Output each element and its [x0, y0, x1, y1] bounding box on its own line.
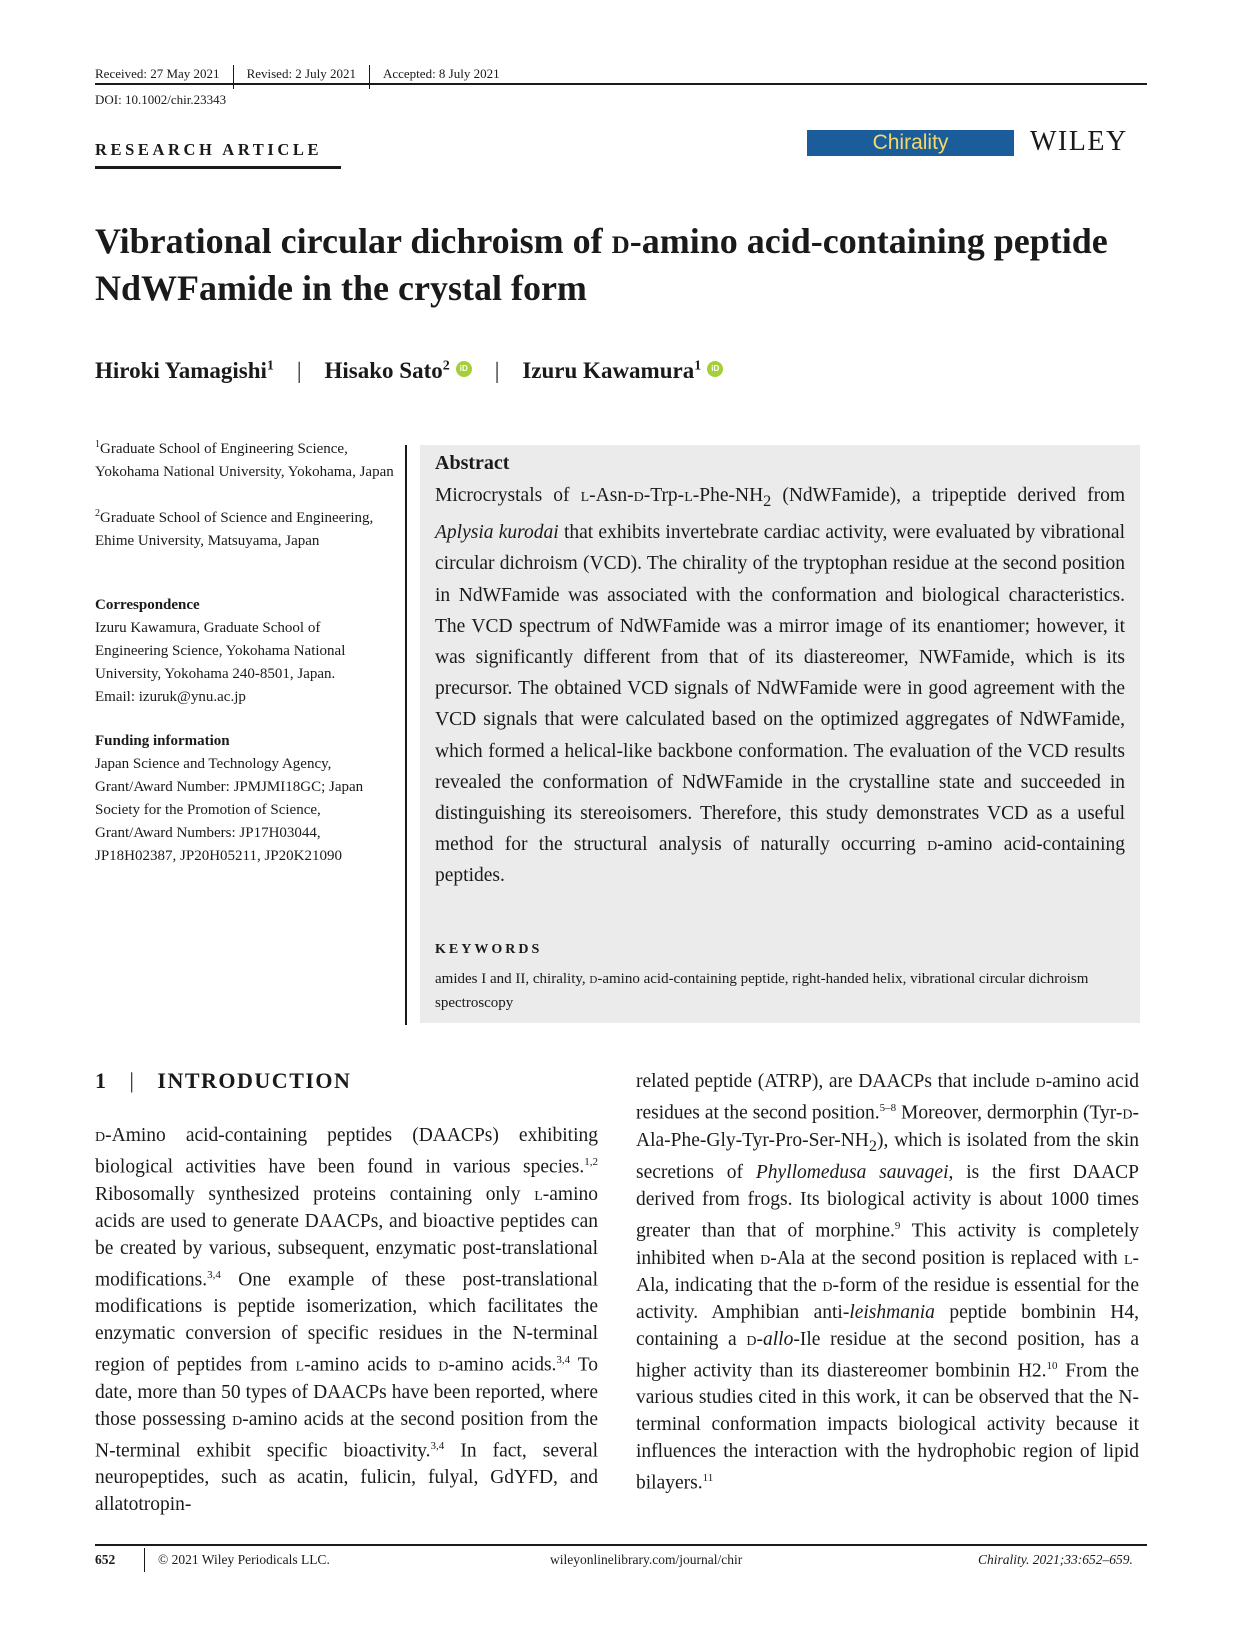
correspondence-heading: Correspondence — [95, 597, 200, 613]
correspondence-text: Izuru Kawamura, Graduate School of Engineering Science, Yokohama National University, Yokohama 240-8501, Japan. — [95, 620, 346, 682]
author-separator: | — [494, 358, 500, 383]
intro-column-2: related peptide (ATRP), are DAACPs that include d-amino acid residues at the second position.$^{5-8}$ Moreover, dermorphin $(Tyr-d-Ala-Phe-Gly-Tyr-Pro-Ser-NH_2)$, which is isolated from the skin secretions of Phyllomedusa sauvagei, is the first DAACP derived from frogs. Its biological activity is about 1000 times greater than that of morphine.$^9$ This activity is completely inhibited when d-Ala at the second position is replaced with l-Ala, indicating that the d-form of the residue is essential for the activity. Amphibian anti-leishmania peptide bombinin H4, containing a d-allo-Ile residue at the second position, has a higher activity than its diastereomer bombinin H2.10 From the various studies cited in this work, it can be observed that the N-terminal conformation impacts biological activity because it influences the interaction with the hydrophobic region of lipid bilayers.$^{11}$ — [636, 1071, 1140, 1494]
reference-link[interactable]: 9 — [894, 1220, 901, 1233]
revised-date: Revised: 2 July 2021 — [246, 66, 356, 81]
author-separator: | — [296, 358, 302, 383]
reference-link[interactable]: 3,4 — [430, 1439, 445, 1452]
reference-link[interactable]: 3,4 — [207, 1268, 221, 1281]
correspondence-email[interactable]: Email: izuruk@ynu.ac.jp — [95, 689, 246, 705]
keywords-heading: KEYWORDS — [435, 942, 543, 957]
funding-text: Japan Science and Technology Agency, Grant/Award Number: JPMJMI18GC; Japan Society for the Promotion of Science, Grant/Award Numbers: JP17H03044, JP18H02387, JP20H05211, JP20K21090 — [95, 756, 364, 864]
doi[interactable]: DOI: 10.1002/chir.23343 — [95, 92, 227, 107]
received-date: Received: 27 May 2021 — [95, 66, 220, 81]
section-number: 1 — [95, 1068, 108, 1093]
footer-rule — [95, 1544, 1147, 1546]
author-name[interactable]: Izuru Kawamura$^1$ — [522, 358, 702, 383]
reference-link[interactable]: 5–8 — [879, 1102, 897, 1114]
page-number: 652 — [95, 1552, 116, 1567]
article-type: RESEARCH ARTICLE — [95, 140, 323, 159]
intro-column-1: d-Amino acid-containing peptides (DAACPs) exhibiting biological activities have been found in various species.$^{1,2}$ Ribosomally synthesized proteins containing only l-amino acids are used to generate DAACPs, and bioactive peptides can be created by various, subsequent, enzymatic post-translational modifications.$^{3,4}$ One example of these post-translational modifications is peptide isomerization, which facilitates the enzymatic conversion of specific residues in the N-terminal region of peptides from l-amino acids to d-amino acids.$^{3,4}$ To date, more than 50 types of DAACPs have been reported, where those possessing d-amino acids at the second position from the N-terminal exhibit specific bioactivity.$^{3,4}$ In fact, several neuropeptides, such as acatin, fulicin, fulyal, GdYFD, and allatotropin- — [95, 1125, 599, 1515]
divider — [369, 65, 370, 89]
divider — [233, 65, 234, 89]
keywords-text: amides I and II, chirality, d-amino acid-containing peptide, right-handed helix, vibrational circular dichroism spectroscopy — [435, 971, 1089, 1011]
section-title: INTRODUCTION — [157, 1068, 352, 1093]
affiliation-2: $^2$Graduate School of Science and Engineering, Ehime University, Matsuyama, Japan — [95, 508, 374, 549]
reference-link[interactable]: 1,2 — [584, 1156, 598, 1168]
journal-logo[interactable]: Chirality — [807, 130, 1014, 156]
header-rule — [95, 83, 1147, 85]
section-separator: | — [129, 1068, 136, 1093]
abstract-divider — [405, 445, 407, 1025]
accepted-date: Accepted: 8 July 2021 — [382, 66, 500, 81]
author-name[interactable]: Hisako Sato$^2$ — [324, 358, 450, 383]
author-list — [95, 358, 723, 384]
section-heading — [95, 1068, 351, 1094]
abstract-heading: Abstract — [435, 452, 510, 474]
article-type-underline — [95, 166, 341, 169]
reference-link[interactable]: 10 — [1046, 1359, 1058, 1372]
funding-information — [95, 730, 395, 868]
reference-link[interactable]: 3,4 — [556, 1354, 571, 1366]
correspondence — [95, 594, 395, 709]
journal-citation: Chirality. 2021;33:652–659. — [978, 1552, 1133, 1567]
affiliation-1: $^1$Graduate School of Engineering Science, Yokohama National University, Yokohama, Japan — [95, 439, 394, 480]
copyright: © 2021 Wiley Periodicals LLC. — [158, 1552, 330, 1567]
reference-link[interactable]: 11 — [702, 1472, 714, 1485]
orcid-icon[interactable]: iD — [456, 361, 472, 377]
orcid-icon[interactable]: iD — [707, 361, 723, 377]
footer-divider — [144, 1548, 145, 1572]
author-name[interactable]: Hiroki Yamagishi$^1$ — [95, 358, 274, 383]
paper-title: Vibrational circular dichroism of d-amino acid-containing peptide NdWFamide in the crystal form — [95, 221, 1108, 308]
funding-heading: Funding information — [95, 733, 230, 749]
abstract-text: Microcrystals of $l-Asn-d-Trp-l-Phe-NH_2$ (NdWFamide), a tripeptide derived from Aplysia kurodai that exhibits invertebrate cardiac activity, were evaluated by vibrational circular dichroism (VCD). The chirality of the tryptophan residue at the second position in NdWFamide was associated with the conformation and biological characteristics. The VCD spectrum of NdWFamide was a mirror image of its enantiomer; however, it was significantly different from that of its diastereomer, NWFamide, which is its precursor. The obtained VCD signals of NdWFamide were in good agreement with the VCD signals that were calculated based on the optimized aggregates of NdWFamide, which formed a helical-like backbone conformation. The evaluation of the VCD results revealed the conformation of NdWFamide in the crystalline state and succeeded in distinguishing its stereoisomers. Therefore, this study demonstrates VCD as a useful method for the structural analysis of naturally occurring d-amino acid-containing peptides. — [435, 485, 1125, 887]
journal-url[interactable]: wileyonlinelibrary.com/journal/chir — [550, 1552, 743, 1567]
publisher-logo[interactable]: WILEY — [1030, 126, 1128, 157]
